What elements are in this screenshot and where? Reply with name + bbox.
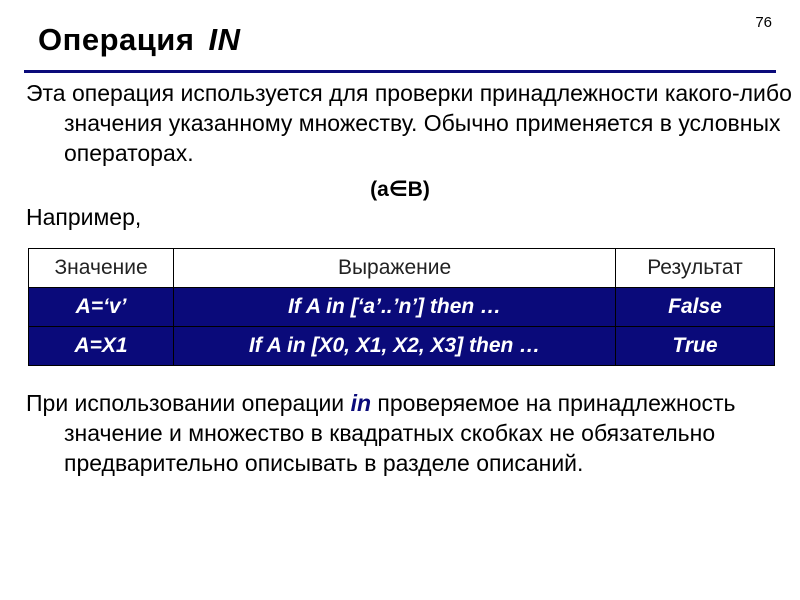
slide-title [38, 22, 240, 58]
note-text-after: проверяемое на принадлежность значение и множество в квадратных скобках не обязательно предварительно описывать в разделе описаний. [64, 390, 736, 476]
header-expression: Выражение [174, 249, 616, 288]
table-row [29, 327, 775, 366]
table-row [29, 288, 775, 327]
slide-title-text: Операция [38, 22, 195, 57]
note-text-before: При использовании операции [26, 390, 351, 416]
slide-title-keyword: IN [208, 22, 241, 57]
example-label: Например, [26, 204, 142, 230]
intro-paragraph: Эта операция используется для проверки принадлежности какого-либо значения указанному множеству. Обычно применяется в условных операторах. [26, 80, 792, 166]
cell-result: False [615, 288, 774, 327]
cell-value: A=X1 [29, 327, 174, 366]
note-keyword-in: in [350, 390, 372, 416]
example-table [28, 248, 775, 366]
title-divider [24, 70, 776, 73]
note-paragraph [26, 388, 800, 478]
page-number: 76 [755, 14, 772, 31]
cell-expression: If A in [‘a’..’n’] then … [174, 288, 616, 327]
cell-value: A=‘v’ [29, 288, 174, 327]
table-header-row [29, 249, 775, 288]
header-value: Значение [29, 249, 174, 288]
cell-result: True [615, 327, 774, 366]
cell-expression: If A in [X0, X1, X2, X3] then … [174, 327, 616, 366]
header-result: Результат [615, 249, 774, 288]
set-membership-formula: (a∈B) [370, 178, 430, 201]
